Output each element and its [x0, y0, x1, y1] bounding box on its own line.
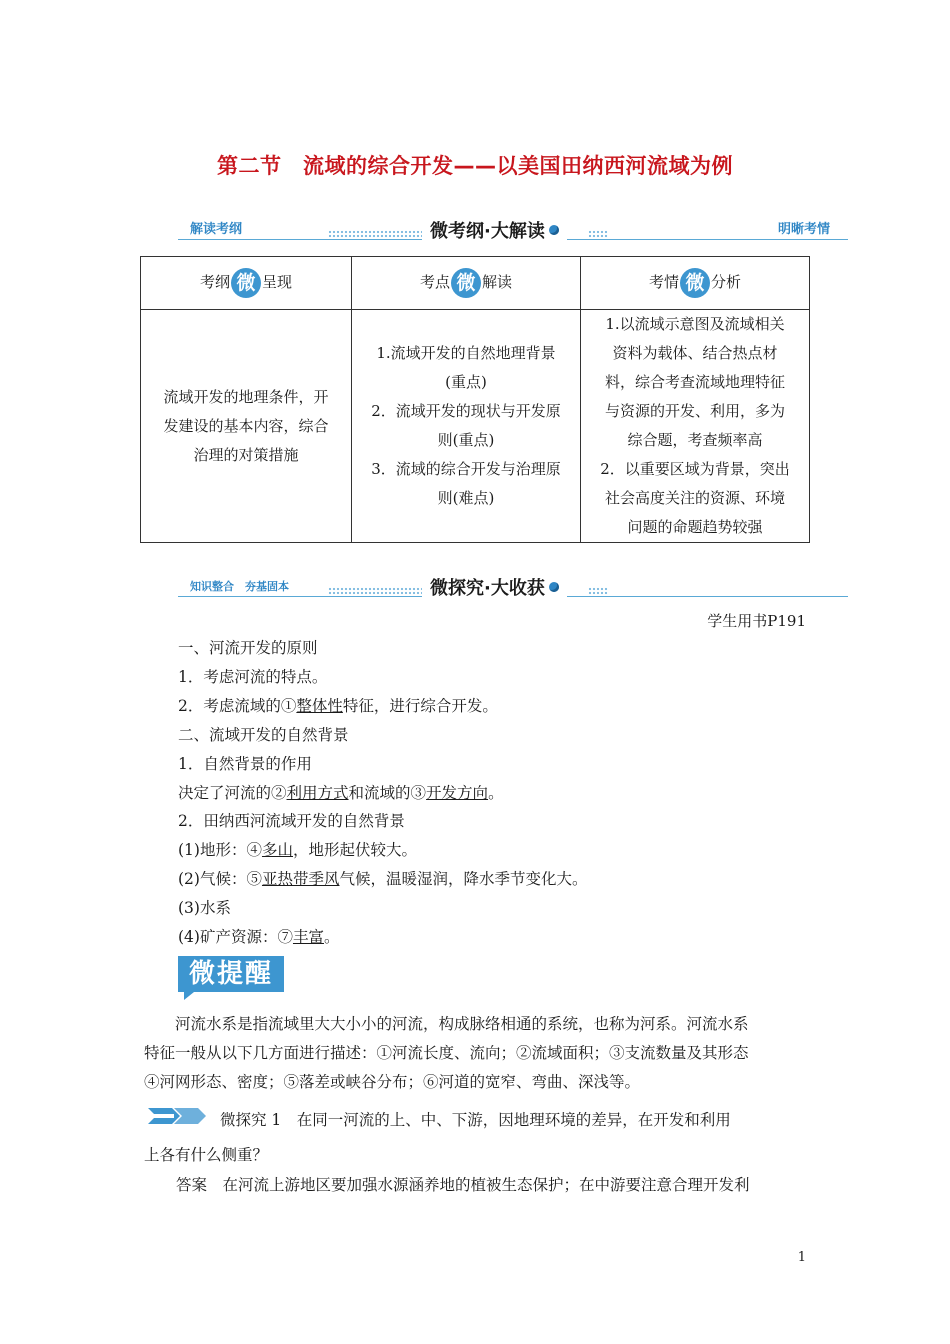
tip-badge-label: 微提醒	[178, 956, 284, 992]
blank-answer: 开发方向	[426, 783, 489, 802]
probe-question-text: 在同一河流的上、中、下游，因地理环境的差异，在开发和利用	[281, 1111, 731, 1129]
tip-content	[144, 1010, 808, 1097]
wei-badge-icon: 微	[680, 268, 710, 298]
heading-river-principles: 一、河流开发的原则	[178, 639, 318, 657]
probe-question-line	[144, 1102, 808, 1140]
table-cell-analysis: 1.以流域示意图及流域相关 资料为载体、结合热点材 料，综合考查流域地理特征 与资源的开发、利用，多为 综合题，考查频率高 2．以重要区域为背景，突出 社会高度关注的资源、环境 问题的命题趋势较强	[581, 310, 810, 543]
blank-answer: 利用方式	[286, 783, 349, 802]
table-header-row	[141, 257, 810, 310]
heading-natural-background: 二、流域开发的自然背景	[178, 725, 349, 744]
banner-dots	[328, 587, 424, 595]
list-item: 1．考虑河流的特点。	[178, 667, 328, 686]
page-number: 1	[797, 1250, 806, 1265]
banner-knowledge	[178, 572, 848, 602]
banner-dots	[588, 230, 608, 238]
probe-question	[144, 1102, 808, 1200]
blank-answer: 丰富	[292, 928, 324, 947]
banner-dots	[328, 230, 424, 238]
table-row	[141, 310, 810, 543]
page-reference: 学生用书P191	[707, 612, 806, 630]
section-title: 第二节 流域的综合开发——以美国田纳西河流域为例	[217, 154, 733, 178]
tip-badge	[178, 956, 284, 1000]
speech-tail-icon	[184, 992, 194, 1000]
outline-table	[140, 256, 810, 543]
list-item: (2)气候：⑤亚热带季风气候，温暖湿润，降水季节变化大。	[178, 870, 588, 889]
list-item: 决定了河流的②利用方式和流域的③开发方向。	[178, 783, 504, 802]
banner-dots	[588, 587, 608, 595]
list-item: 2．田纳西河流域开发的自然背景	[178, 812, 405, 831]
wei-badge-icon: 微	[231, 268, 261, 298]
table-cell-syllabus: 流域开发的地理条件，开 发建设的基本内容，综合 治理的对策措施	[141, 310, 352, 543]
ball-icon	[549, 582, 559, 592]
banner-left-label: 知识整合 夯基固本	[190, 580, 289, 593]
banner-center	[422, 572, 567, 602]
blank-answer: 多山	[261, 841, 293, 860]
banner-right-label: 明晰考情	[777, 222, 830, 237]
list-item: (4)矿产资源：⑦丰富。	[178, 928, 340, 947]
blank-answer: 整体性	[296, 696, 343, 715]
table-header-cell: 考纲 微 呈现	[141, 257, 352, 310]
double-arrow-icon	[144, 1102, 214, 1140]
banner-center-label: 微探究·大收获	[430, 578, 545, 599]
banner-exam-outline	[178, 215, 848, 245]
probe-question-line: 上各有什么侧重？	[144, 1146, 269, 1164]
wei-badge-icon: 微	[451, 268, 481, 298]
list-item: 1．自然背景的作用	[178, 754, 312, 773]
table-header-cell: 考点 微 解读	[352, 257, 581, 310]
probe-answer: 答案 在河流上游地区要加强水源涵养地的植被生态保护；在中游要注意合理开发利	[176, 1176, 750, 1194]
list-item: (3)水系	[178, 899, 231, 918]
blank-answer: 亚热带季风	[261, 870, 340, 889]
banner-left-label: 解读考纲	[190, 222, 243, 237]
list-item: 2．考虑流域的①整体性特征，进行综合开发。	[178, 696, 498, 715]
list-item: (1)地形：④多山，地形起伏较大。	[178, 841, 417, 860]
table-cell-keypoints: 1.流域开发的自然地理背景 (重点) 2．流域开发的现状与开发原 则(重点) 3．流域的综合开发与治理原 则(难点)	[352, 310, 581, 543]
tip-line: ④河网形态、密度；⑤落差或峡谷分布；⑥河道的宽窄、弯曲、深浅等。	[144, 1072, 641, 1091]
tip-line: 特征一般从以下几方面进行描述：①河流长度、流向；②流域面积；③支流数量及其形态	[144, 1043, 749, 1062]
tip-line: 河流水系是指流域里大大小小的河流，构成脉络相通的系统，也称为河系。河流水系	[144, 1015, 749, 1033]
banner-center	[422, 215, 567, 245]
ball-icon	[549, 225, 559, 235]
table-header-cell: 考情 微 分析	[581, 257, 810, 310]
knowledge-content	[178, 634, 818, 952]
probe-label: 微探究 1	[220, 1111, 282, 1129]
banner-center-label: 微考纲·大解读	[430, 221, 545, 242]
